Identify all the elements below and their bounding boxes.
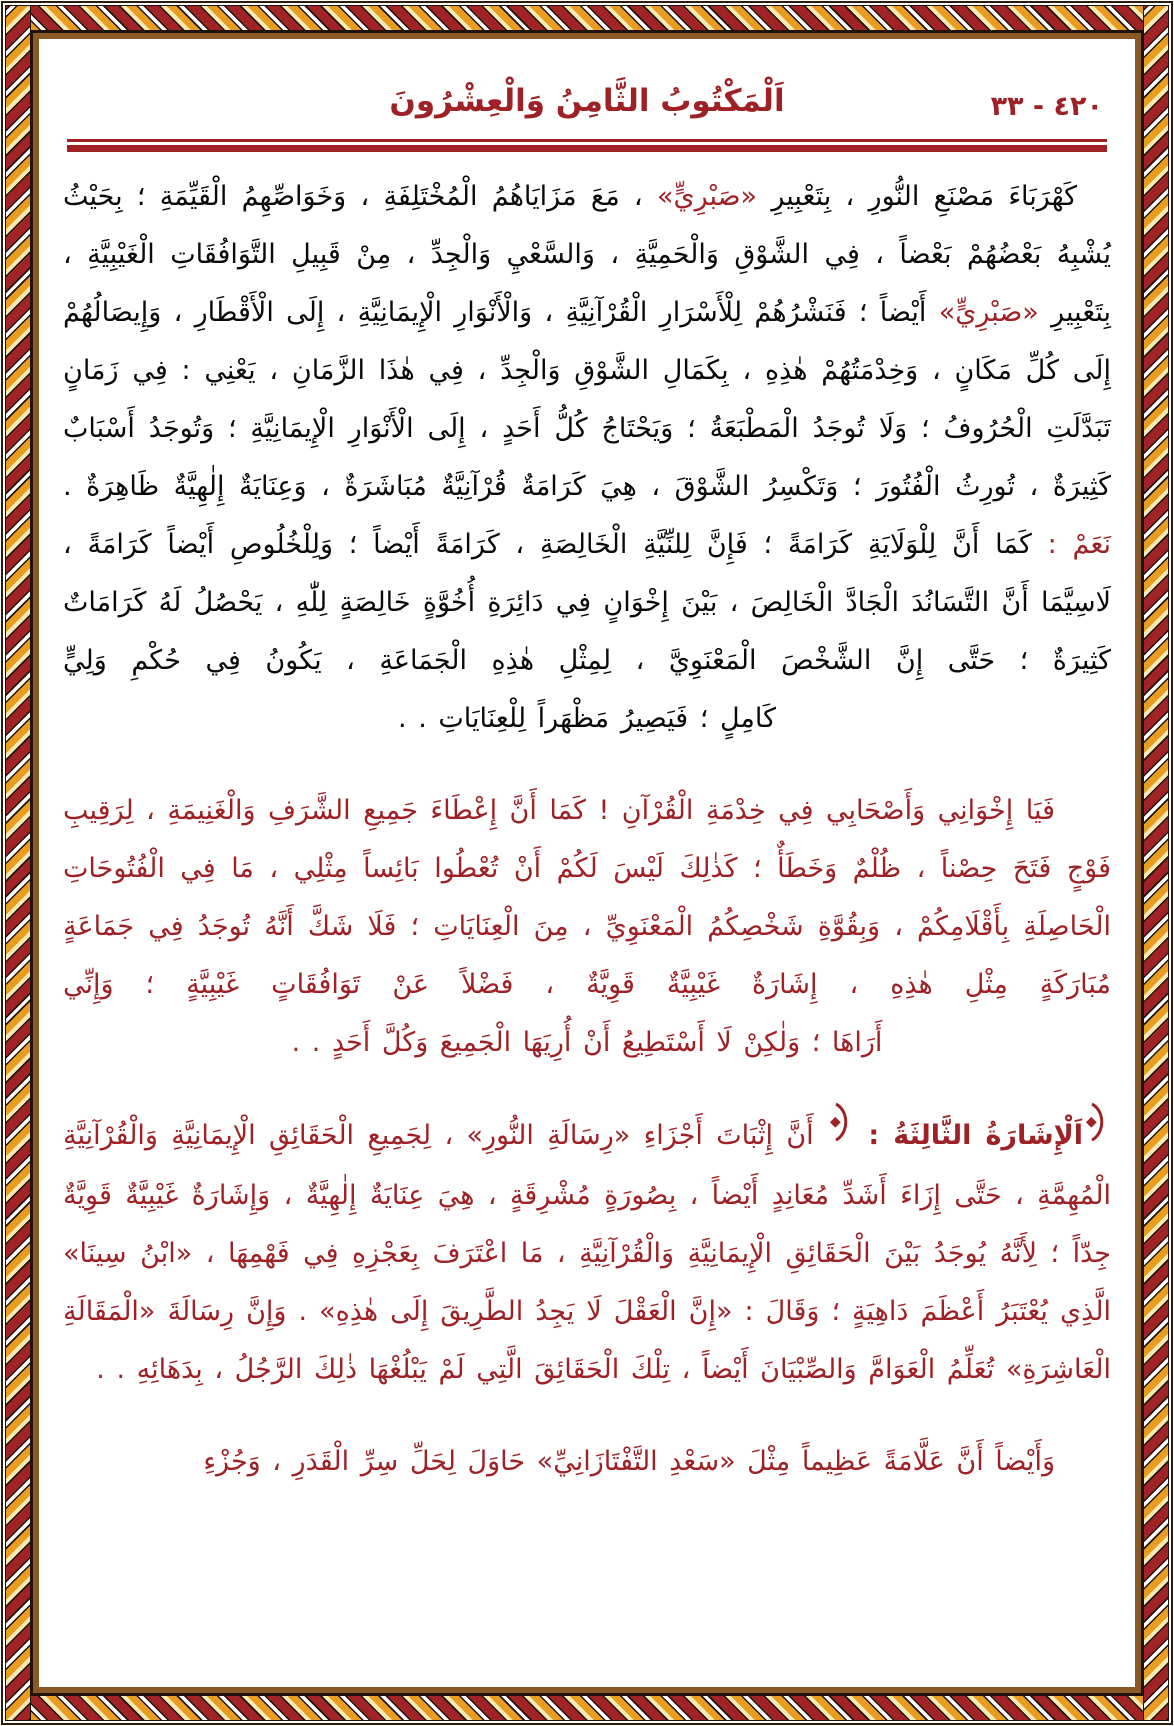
paragraph-4: وَأَيْضاً أَنَّ عَلَّامَةً عَظِيماً مِثْلَ «سَعْدِ التَّفْتَازَانِيِّ» حَاوَلَ لِحَلِّ سِرِّ الْقَدَرِ ، وَجُزْءِ <box>203 1446 1055 1477</box>
page-title: اَلْمَكْتُوبُ الثَّامِنُ وَالْعِشْرُونَ <box>389 83 785 119</box>
ornate-bracket-icon <box>829 1102 853 1163</box>
page-content <box>33 33 1141 1693</box>
text-segment: أَيْضاً ؛ فَنَشْرُهُمْ لِلْأَسْرَارِ الْقُرْآنِيَّةِ ، وَالْأَنْوَارِ الْإِيمَانِيَّةِ ، إِلَى الْأَقْطَارِ ، وَإِيصَالُهُمْ إِلَى كُلِّ مَكَانٍ ، وَخِدْمَتُهُمْ هٰذِهِ ، بِكَمَالِ الشَّوْقِ وَالْجِدِّ ، فِي هٰذَا الزَّمَانِ ، يَعْنِي : فِي زَمَانٍ تَبَدَّلَتِ الْحُرُوفُ ؛ وَلَا تُوجَدُ الْمَطْبَعَةُ ؛ وَيَحْتَاجُ كُلُّ أَحَدٍ ، إِلَى الْأَنْوَارِ الْإِيمَانِيَّةِ ؛ وَتُوجَدُ أَسْبَابٌ كَثِيرَةٌ ، تُورِثُ الْفُتُورَ ؛ وَتَكْسِرُ الشَّوْقَ ، هِيَ كَرَامَةٌ قُرْآنِيَّةٌ مُبَاشَرَةٌ ، وَعِنَايَةٌ إِلٰهِيَّةٌ ظَاهِرَةٌ . <box>63 297 1111 502</box>
text-segment-highlight: «صَبْرِيٍّ» <box>938 297 1039 328</box>
border-right <box>1143 5 1169 1721</box>
border-left <box>5 5 31 1721</box>
paragraph-1-last-line: كَامِلٍ ؛ فَيَصِيرُ مَظْهَراً لِلْعِنَايَاتِ . . <box>398 703 776 734</box>
border-top <box>5 5 1169 31</box>
text-segment-highlight: نَعَمْ : <box>1047 529 1111 560</box>
text-segment: كَمَا أَنَّ لِلْوَلَايَةِ كَرَامَةً ؛ فَإِنَّ لِلنِّيَّةِ الْخَالِصَةِ ، كَرَامَةً أَيْضاً ؛ وَلِلْخُلُوصِ أَيْضاً كَرَامَةً ، لَاسِيَّمَا أَنَّ التَّسَانُدَ الْجَادَّ الْخَالِصَ ، بَيْنَ إِخْوَانٍ فِي دَائِرَةِ أُخُوَّةٍ خَالِصَةٍ لِلّٰهِ ، يَحْصُلُ لَهُ كَرَامَاتٌ كَثِيرَةٌ ؛ حَتَّى إِنَّ الشَّخْصَ الْمَعْنَوِيَّ ، لِمِثْلِ هٰذِهِ الْجَمَاعَةِ ، يَكُونُ فِي حُكْمِ وَلِيٍّ <box>63 529 1111 676</box>
paragraph-2: فَيَا إِخْوَانِي وَأَصْحَابِي فِي خِدْمَةِ الْقُرْآنِ ! كَمَا أَنَّ إِعْطَاءَ جَمِيعِ الشَّرَفِ وَالْغَنِيمَةِ ، لِرَقِيبِ فَوْجٍ فَتَحَ حِصْناً ، ظُلْمٌ وَخَطَأٌ ؛ كَذٰلِكَ لَيْسَ لَكُمْ أَنْ تُعْطُوا بَائِساً مِثْلِي ، مَا فِي الْفُتُوحَاتِ الْحَاصِلَةِ بِأَقْلَامِكُمْ ، وَبِقُوَّةِ شَخْصِكُمُ الْمَعْنَوِيِّ ، مِنَ الْعِنَايَاتِ ؛ فَلَا شَكَّ أَنَّهُ تُوجَدُ فِي جَمَاعَةٍ مُبَارَكَةٍ مِثْلِ هٰذِهِ ، إِشَارَةٌ غَيْبِيَّةٌ قَوِيَّةٌ ، فَضْلاً عَنْ تَوَافُقَاتٍ غَيْبِيَّةٍ ؛ وَإِنِّي <box>63 795 1111 1000</box>
section-heading: اَلْإِشَارَةُ الثَّالِثَةُ : <box>868 1120 1084 1151</box>
header-divider <box>67 139 1107 152</box>
page-header <box>63 65 1111 139</box>
paragraph-3 <box>63 1106 1111 1399</box>
body-text <box>63 168 1111 1491</box>
text-segment: كَهْرَبَاءَ مَصْنَعِ النُّورِ ، بِتَعْبِيرِ <box>757 181 1077 212</box>
text-segment-highlight: «صَبْرِيٍّ» <box>656 181 758 212</box>
ornate-bracket-icon <box>1085 1102 1109 1163</box>
paragraph-1 <box>63 168 1111 690</box>
text-segment: أَنَّ إِثْبَاتَ أَجْزَاءِ «رِسَالَةِ النُّورِ» ، لِجَمِيعِ الْحَقَائِقِ الْإِيمَانِيَّةِ وَالْقُرْآنِيَّةِ الْمُهِمَّةِ ، حَتَّى إِزَاءَ أَشَدِّ مُعَانِدٍ أَيْضاً ، بِصُورَةٍ مُشْرِقَةٍ ، هِيَ عِنَايَةٌ إِلٰهِيَّةٌ ، وَإِشَارَةٌ غَيْبِيَّةٌ قَوِيَّةٌ جِدّاً ؛ لِأَنَّهُ يُوجَدُ بَيْنَ الْحَقَائِقِ الْإِيمَانِيَّةِ وَالْقُرْآنِيَّةِ ، مَا اعْتَرَفَ بِعَجْزِهِ فِي فَهْمِهَا ، «ابْنُ سِينَا» الَّذِي يُعْتَبَرُ أَعْظَمَ دَاهِيَةٍ ؛ وَقَالَ : «إِنَّ الْعَقْلَ لَا يَجِدُ الطَّرِيقَ إِلَى هٰذِهِ» . وَإِنَّ رِسَالَةَ «الْمَقَالَةِ الْعَاشِرَةِ» تُعَلِّمُ الْعَوَامَّ وَالصِّبْيَانَ أَيْضاً ، تِلْكَ الْحَقَائِقَ الَّتِي لَمْ يَبْلُغْهَا ذٰلِكَ الرَّجُلُ ، بِدَهَائِهِ . . <box>63 1120 1111 1385</box>
paragraph-2-last-line: أَرَاهَا ؛ وَلٰكِنْ لَا أَسْتَطِيعُ أَنْ أُرِيَهَا الْجَمِيعَ وَكُلَّ أَحَدٍ . . <box>291 1027 883 1058</box>
text-segment: ، مَعَ مَزَايَاهُمُ الْمُخْتَلِفَةِ ، وَخَوَاصِّهِمُ الْقَيِّمَةِ ؛ بِحَيْثُ يُشْبِهُ بَعْضُهُمْ بَعْضاً ، فِي الشَّوْقِ وَالْحَمِيَّةِ ، وَالسَّعْيِ وَالْجِدِّ ، مِنْ قَبِيلِ التَّوَافُقَاتِ الْغَيْبِيَّةِ ، بِتَعْبِيرِ <box>63 181 1112 328</box>
border-bottom <box>5 1695 1169 1721</box>
page-number: ٤٢٠ - ٣٣ <box>990 91 1103 122</box>
